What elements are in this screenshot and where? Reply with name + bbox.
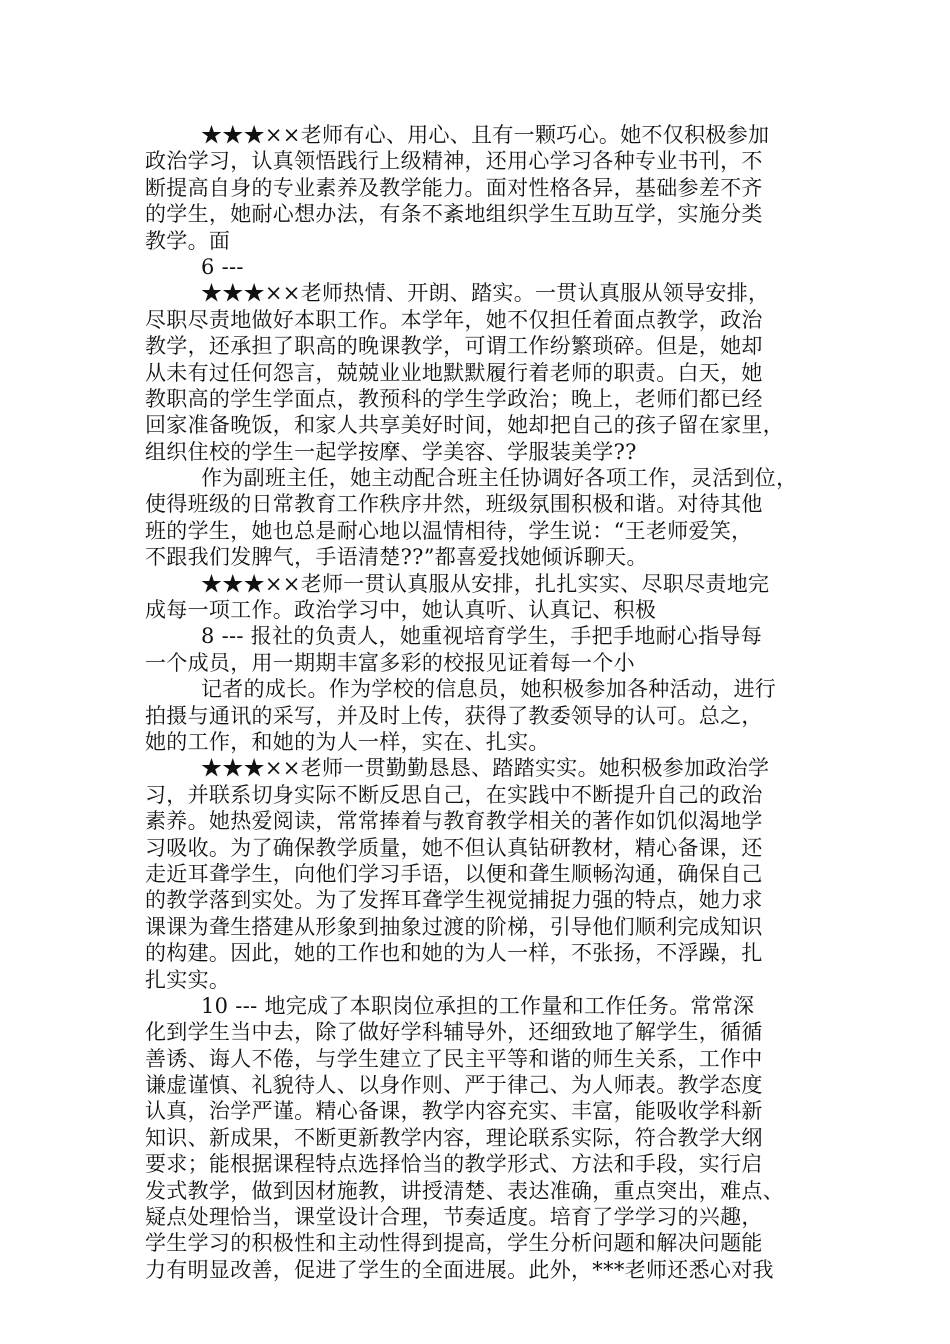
text-line: 教学，还承担了职高的晚课教学，可谓工作纷繁琐碎。但是，她却 [145, 334, 763, 359]
text-line: 扎实实。 [145, 967, 231, 992]
text-line: 政治学习，认真领悟践行上级精神，还用心学习各种专业书刊，不 [145, 149, 763, 174]
text-line: 组织住校的学生一起学按摩、学美容、学服装美学?? [145, 439, 637, 464]
text-line: 拍摄与通讯的采写，并及时上传，获得了教委领导的认可。总之， [145, 703, 763, 728]
text-line: 作为副班主任，她主动配合班主任协调好各项工作，灵活到位， [201, 466, 798, 491]
text-line: 力有明显改善，促进了学生的全面进展。此外，***老师还悉心对我 [145, 1257, 774, 1282]
text-line: 善诱、诲人不倦，与学生建立了民主平等和谐的师生关系，工作中 [145, 1046, 763, 1071]
text-line: 不跟我们发脾气，手语清楚??”都喜爱找她倾诉聊天。 [145, 545, 648, 570]
text-line: 知识、新成果，不断更新教学内容，理论联系实际，符合教学大纲 [145, 1125, 763, 1150]
text-line: 习，并联系切身实际不断反思自己，在实践中不断提升自己的政治 [145, 782, 763, 807]
text-line: 谦虚谨慎、礼貌待人、以身作则、严于律己、为人师表。教学态度 [145, 1073, 763, 1098]
text-line: 8 --- 报社的负责人，她重视培育学生，手把手地耐心指导每 [201, 624, 762, 649]
text-line: 一个成员，用一期期丰富多彩的校报见证着每一个小 [145, 650, 635, 675]
text-line: 的学生，她耐心想办法，有条不紊地组织学生互助互学，实施分类 [145, 202, 763, 227]
text-line: 成每一项工作。政治学习中，她认真听、认真记、积极 [145, 598, 657, 623]
text-line: 疑点处理恰当，课堂设计合理，节奏适度。培育了学学习的兴趣， [145, 1205, 763, 1230]
text-line: 断提高自身的专业素养及教学能力。面对性格各异，基础参差不齐 [145, 175, 763, 200]
text-line: 素养。她热爱阅读，常常捧着与教育教学相关的著作如饥似渴地学 [145, 809, 763, 834]
text-line: ★★★××老师有心、用心、且有一颗巧心。她不仅积极参加 [201, 123, 770, 147]
text-line: 要求；能根据课程特点选择恰当的教学形式、方法和手段，实行启 [145, 1152, 763, 1177]
text-line: ★★★××老师一贯勤勤恳恳、踏踏实实。她积极参加政治学 [201, 756, 770, 781]
document-body [145, 122, 807, 1283]
text-line: 尽职尽责地做好本职工作。本学年，她不仅担任着面点教学，政治 [145, 307, 763, 332]
text-line: 学生学习的积极性和主动性得到提高，学生分析问题和解决问题能 [145, 1231, 763, 1256]
text-line: 的教学落到实处。为了发挥耳聋学生视觉捕捉力强的特点，她力求 [145, 888, 763, 913]
text-line: 走近耳聋学生，向他们学习手语，以便和聋生顺畅沟通，确保自己 [145, 861, 763, 886]
text-line: 记者的成长。作为学校的信息员，她积极参加各种活动，进行 [201, 677, 777, 702]
text-line: 她的工作，和她的为人一样，实在、扎实。 [145, 729, 550, 754]
text-line: 班的学生，她也总是耐心地以温情相待，学生说：“王老师爱笑， [145, 518, 753, 543]
text-line: 课课为聋生搭建从形象到抽象过渡的阶梯，引导他们顺利完成知识 [145, 914, 763, 939]
text-line: 从未有过任何怨言，兢兢业业地默默履行着老师的职责。白天，她 [145, 360, 763, 385]
text-line: 化到学生当中去，除了做好学科辅导外，还细致地了解学生，循循 [145, 1020, 763, 1045]
text-line: 认真，治学严谨。精心备课，教学内容充实、丰富，能吸收学科新 [145, 1099, 763, 1124]
text-line: ★★★××老师一贯认真服从安排，扎扎实实、尽职尽责地完 [201, 571, 770, 596]
text-line: 回家准备晚饭，和家人共享美好时间，她却把自己的孩子留在家里， [145, 413, 784, 438]
text-line: ★★★××老师热情、开朗、踏实。一贯认真服从领导安排， [201, 281, 770, 306]
text-line: 教学。面 [145, 228, 231, 253]
text-line: 发式教学，做到因材施教，讲授清楚、表达准确，重点突出，难点、 [145, 1178, 784, 1203]
text-line: 10 --- 地完成了本职岗位承担的工作量和工作任务。常常深 [201, 993, 755, 1018]
text-line: 习吸收。为了确保教学质量，她不但认真钻研教材，精心备课，还 [145, 835, 763, 860]
text-line: 使得班级的日常教育工作秩序井然，班级氛围积极和谐。对待其他 [145, 492, 763, 517]
text-line: 教职高的学生学面点，教预科的学生学政治；晚上，老师们都已经 [145, 386, 763, 411]
text-line: 6 --- [201, 254, 244, 279]
text-line: 的构建。因此，她的工作也和她的为人一样，不张扬，不浮躁，扎 [145, 941, 763, 966]
